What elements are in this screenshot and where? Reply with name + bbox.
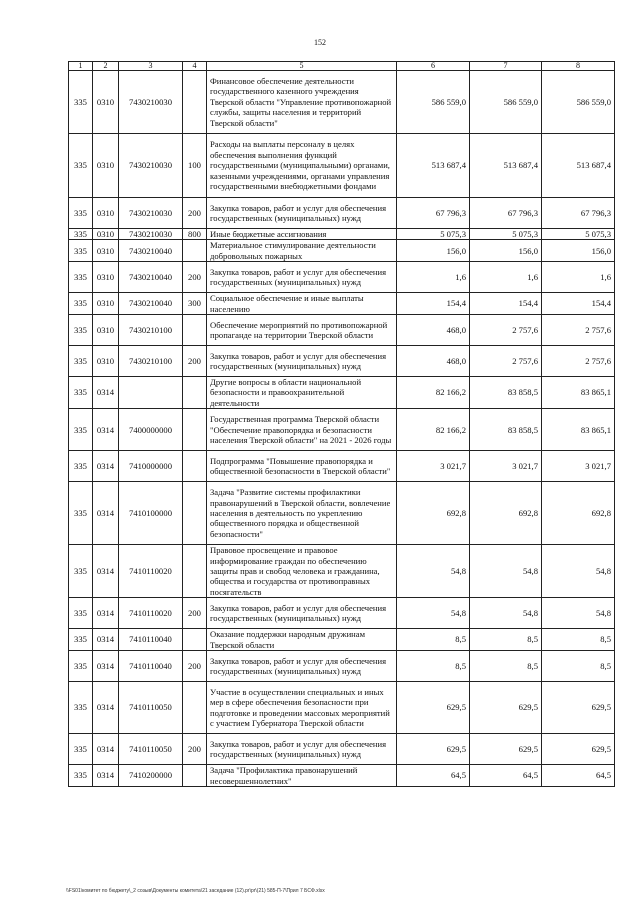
code-target: 7410000000 — [119, 451, 183, 482]
amount-col6: 692,8 — [397, 482, 470, 545]
code-admin: 335 — [69, 629, 93, 651]
amount-col6: 64,5 — [397, 765, 470, 787]
description: Расходы на выплаты персоналу в целях обеспечения выполнения функций государственными (муниципальными) органами, казенными учреждениями, органами управления государственными внебюджетными фондами — [207, 134, 397, 198]
amount-col8: 67 796,3 — [542, 198, 615, 229]
code-expense-type: 200 — [183, 198, 207, 229]
amount-col7: 3 021,7 — [470, 451, 542, 482]
code-target: 7430210030 — [119, 229, 183, 240]
description: Материальное стимулирование деятельности добровольных пожарных — [207, 240, 397, 262]
table-row — [69, 315, 615, 346]
amount-col7: 83 858,5 — [470, 409, 542, 451]
code-section: 0310 — [93, 262, 119, 293]
code-admin: 335 — [69, 451, 93, 482]
table-row — [69, 682, 615, 734]
table-row — [69, 377, 615, 409]
amount-col7: 156,0 — [470, 240, 542, 262]
code-admin: 335 — [69, 198, 93, 229]
table-row — [69, 346, 615, 377]
code-admin: 335 — [69, 71, 93, 134]
code-target — [119, 377, 183, 409]
amount-col8: 5 075,3 — [542, 229, 615, 240]
footer-file-path: \\FS01\комитет по бюджету\_2 созыв\Документы комитета\21 заседание (12).pr\pr\(21) 585-П-7\Прил 7 БСФ.xlsx — [66, 888, 325, 894]
amount-col8: 692,8 — [542, 482, 615, 545]
description: Закупка товаров, работ и услуг для обеспечения государственных (муниципальных) нужд — [207, 198, 397, 229]
code-expense-type: 800 — [183, 229, 207, 240]
table-row — [69, 293, 615, 315]
code-section: 0314 — [93, 734, 119, 765]
amount-col8: 2 757,6 — [542, 346, 615, 377]
col-header-3: 3 — [119, 62, 183, 71]
description: Задача "Развитие системы профилактики правонарушений в Тверской области, вовлечение населения в деятельность по укреплению общественного порядка и общественной безопасности" — [207, 482, 397, 545]
col-header-2: 2 — [93, 62, 119, 71]
description: Закупка товаров, работ и услуг для обеспечения государственных (муниципальных) нужд — [207, 598, 397, 629]
code-expense-type — [183, 451, 207, 482]
amount-col7: 5 075,3 — [470, 229, 542, 240]
code-expense-type: 200 — [183, 346, 207, 377]
code-section: 0310 — [93, 346, 119, 377]
amount-col6: 468,0 — [397, 346, 470, 377]
description: Иные бюджетные ассигнования — [207, 229, 397, 240]
amount-col6: 468,0 — [397, 315, 470, 346]
code-expense-type: 100 — [183, 134, 207, 198]
amount-col8: 2 757,6 — [542, 315, 615, 346]
col-header-1: 1 — [69, 62, 93, 71]
amount-col7: 8,5 — [470, 629, 542, 651]
code-section: 0314 — [93, 765, 119, 787]
code-expense-type: 200 — [183, 598, 207, 629]
code-section: 0310 — [93, 240, 119, 262]
amount-col8: 156,0 — [542, 240, 615, 262]
table-row — [69, 409, 615, 451]
amount-col6: 513 687,4 — [397, 134, 470, 198]
code-target: 7430210030 — [119, 134, 183, 198]
col-header-7: 7 — [470, 62, 542, 71]
code-section: 0314 — [93, 482, 119, 545]
amount-col6: 1,6 — [397, 262, 470, 293]
code-admin: 335 — [69, 734, 93, 765]
amount-col8: 54,8 — [542, 545, 615, 598]
table-row — [69, 134, 615, 198]
table-row — [69, 198, 615, 229]
code-section: 0314 — [93, 598, 119, 629]
amount-col8: 586 559,0 — [542, 71, 615, 134]
amount-col6: 156,0 — [397, 240, 470, 262]
description: Закупка товаров, работ и услуг для обеспечения государственных (муниципальных) нужд — [207, 734, 397, 765]
code-expense-type — [183, 315, 207, 346]
amount-col6: 8,5 — [397, 651, 470, 682]
amount-col7: 629,5 — [470, 734, 542, 765]
code-section: 0314 — [93, 651, 119, 682]
col-header-5: 5 — [207, 62, 397, 71]
code-target: 7410100000 — [119, 482, 183, 545]
code-section: 0310 — [93, 71, 119, 134]
table-row — [69, 229, 615, 240]
code-target: 7430210040 — [119, 262, 183, 293]
amount-col7: 2 757,6 — [470, 315, 542, 346]
code-section: 0314 — [93, 451, 119, 482]
code-target: 7410110050 — [119, 682, 183, 734]
code-target: 7410110020 — [119, 598, 183, 629]
code-target: 7410110040 — [119, 629, 183, 651]
code-admin: 335 — [69, 765, 93, 787]
code-admin: 335 — [69, 377, 93, 409]
amount-col7: 586 559,0 — [470, 71, 542, 134]
table-row — [69, 734, 615, 765]
code-section: 0314 — [93, 629, 119, 651]
budget-table — [68, 61, 615, 787]
code-target: 7410110050 — [119, 734, 183, 765]
code-target: 7410200000 — [119, 765, 183, 787]
code-target: 7430210040 — [119, 240, 183, 262]
code-section: 0314 — [93, 682, 119, 734]
description: Участие в осуществлении специальных и иных мер в сфере обеспечения безопасности при подготовке и проведении массовых мероприятий с участием Губернатора Тверской области — [207, 682, 397, 734]
column-header-row — [69, 62, 615, 71]
code-admin: 335 — [69, 229, 93, 240]
amount-col7: 8,5 — [470, 651, 542, 682]
table-row — [69, 545, 615, 598]
amount-col7: 67 796,3 — [470, 198, 542, 229]
code-admin: 335 — [69, 682, 93, 734]
amount-col6: 82 166,2 — [397, 377, 470, 409]
amount-col6: 154,4 — [397, 293, 470, 315]
amount-col6: 67 796,3 — [397, 198, 470, 229]
code-expense-type: 300 — [183, 293, 207, 315]
code-section: 0310 — [93, 198, 119, 229]
code-admin: 335 — [69, 262, 93, 293]
code-expense-type — [183, 377, 207, 409]
code-section: 0314 — [93, 409, 119, 451]
code-section: 0310 — [93, 315, 119, 346]
amount-col7: 513 687,4 — [470, 134, 542, 198]
code-target: 7430210100 — [119, 346, 183, 377]
code-admin: 335 — [69, 545, 93, 598]
description: Другие вопросы в области национальной безопасности и правоохранительной деятельности — [207, 377, 397, 409]
description: Социальное обеспечение и иные выплаты населению — [207, 293, 397, 315]
amount-col8: 154,4 — [542, 293, 615, 315]
code-target: 7430210040 — [119, 293, 183, 315]
amount-col6: 5 075,3 — [397, 229, 470, 240]
amount-col6: 54,8 — [397, 545, 470, 598]
amount-col7: 692,8 — [470, 482, 542, 545]
table-row — [69, 765, 615, 787]
amount-col6: 82 166,2 — [397, 409, 470, 451]
code-expense-type — [183, 482, 207, 545]
description: Закупка товаров, работ и услуг для обеспечения государственных (муниципальных) нужд — [207, 262, 397, 293]
description: Правовое просвещение и правовое информирование граждан по обеспечению защиты прав и свобод человека и гражданина, общества и государства от противоправных посягательств — [207, 545, 397, 598]
description: Подпрограмма "Повышение правопорядка и общественной безопасности в Тверской области" — [207, 451, 397, 482]
amount-col6: 629,5 — [397, 734, 470, 765]
code-section: 0310 — [93, 293, 119, 315]
description: Государственная программа Тверской области "Обеспечение правопорядка и безопасности населения Тверской области" на 2021 - 2026 годы — [207, 409, 397, 451]
amount-col6: 629,5 — [397, 682, 470, 734]
code-admin: 335 — [69, 315, 93, 346]
code-admin: 335 — [69, 293, 93, 315]
code-expense-type: 200 — [183, 262, 207, 293]
code-target: 7400000000 — [119, 409, 183, 451]
code-target: 7410110040 — [119, 651, 183, 682]
code-expense-type — [183, 682, 207, 734]
code-admin: 335 — [69, 409, 93, 451]
amount-col7: 54,8 — [470, 598, 542, 629]
table-row — [69, 482, 615, 545]
page-number: 152 — [314, 38, 326, 47]
amount-col6: 8,5 — [397, 629, 470, 651]
code-target: 7430210100 — [119, 315, 183, 346]
code-section: 0314 — [93, 545, 119, 598]
amount-col8: 629,5 — [542, 734, 615, 765]
amount-col7: 629,5 — [470, 682, 542, 734]
amount-col8: 513 687,4 — [542, 134, 615, 198]
table-row — [69, 262, 615, 293]
code-admin: 335 — [69, 651, 93, 682]
amount-col8: 3 021,7 — [542, 451, 615, 482]
code-section: 0314 — [93, 377, 119, 409]
table-row — [69, 240, 615, 262]
amount-col6: 3 021,7 — [397, 451, 470, 482]
description: Оказание поддержки народным дружинам Тверской области — [207, 629, 397, 651]
description: Закупка товаров, работ и услуг для обеспечения государственных (муниципальных) нужд — [207, 651, 397, 682]
description: Обеспечение мероприятий по противопожарной пропаганде на территории Тверской области — [207, 315, 397, 346]
amount-col7: 83 858,5 — [470, 377, 542, 409]
code-admin: 335 — [69, 482, 93, 545]
col-header-8: 8 — [542, 62, 615, 71]
code-target: 7430210030 — [119, 71, 183, 134]
code-expense-type — [183, 240, 207, 262]
amount-col6: 586 559,0 — [397, 71, 470, 134]
amount-col8: 629,5 — [542, 682, 615, 734]
amount-col7: 64,5 — [470, 765, 542, 787]
code-admin: 335 — [69, 134, 93, 198]
amount-col8: 83 865,1 — [542, 409, 615, 451]
code-admin: 335 — [69, 240, 93, 262]
code-expense-type — [183, 629, 207, 651]
table-row — [69, 451, 615, 482]
code-expense-type — [183, 409, 207, 451]
code-section: 0310 — [93, 134, 119, 198]
code-section: 0310 — [93, 229, 119, 240]
amount-col8: 8,5 — [542, 629, 615, 651]
amount-col7: 1,6 — [470, 262, 542, 293]
amount-col8: 83 865,1 — [542, 377, 615, 409]
table-row — [69, 651, 615, 682]
amount-col7: 154,4 — [470, 293, 542, 315]
code-expense-type — [183, 765, 207, 787]
amount-col8: 54,8 — [542, 598, 615, 629]
code-expense-type: 200 — [183, 651, 207, 682]
amount-col8: 8,5 — [542, 651, 615, 682]
code-expense-type: 200 — [183, 734, 207, 765]
code-target: 7430210030 — [119, 198, 183, 229]
amount-col8: 1,6 — [542, 262, 615, 293]
amount-col6: 54,8 — [397, 598, 470, 629]
table-row — [69, 629, 615, 651]
description: Задача "Профилактика правонарушений несовершеннолетних" — [207, 765, 397, 787]
code-admin: 335 — [69, 346, 93, 377]
table-row — [69, 71, 615, 134]
amount-col7: 2 757,6 — [470, 346, 542, 377]
description: Закупка товаров, работ и услуг для обеспечения государственных (муниципальных) нужд — [207, 346, 397, 377]
amount-col7: 54,8 — [470, 545, 542, 598]
code-target: 7410110020 — [119, 545, 183, 598]
amount-col8: 64,5 — [542, 765, 615, 787]
code-expense-type — [183, 71, 207, 134]
code-admin: 335 — [69, 598, 93, 629]
table-row — [69, 598, 615, 629]
col-header-4: 4 — [183, 62, 207, 71]
description: Финансовое обеспечение деятельности государственного казенного учреждения Тверской области "Управление противопожарной службы, защиты населения и территорий Тверской области" — [207, 71, 397, 134]
code-expense-type — [183, 545, 207, 598]
col-header-6: 6 — [397, 62, 470, 71]
